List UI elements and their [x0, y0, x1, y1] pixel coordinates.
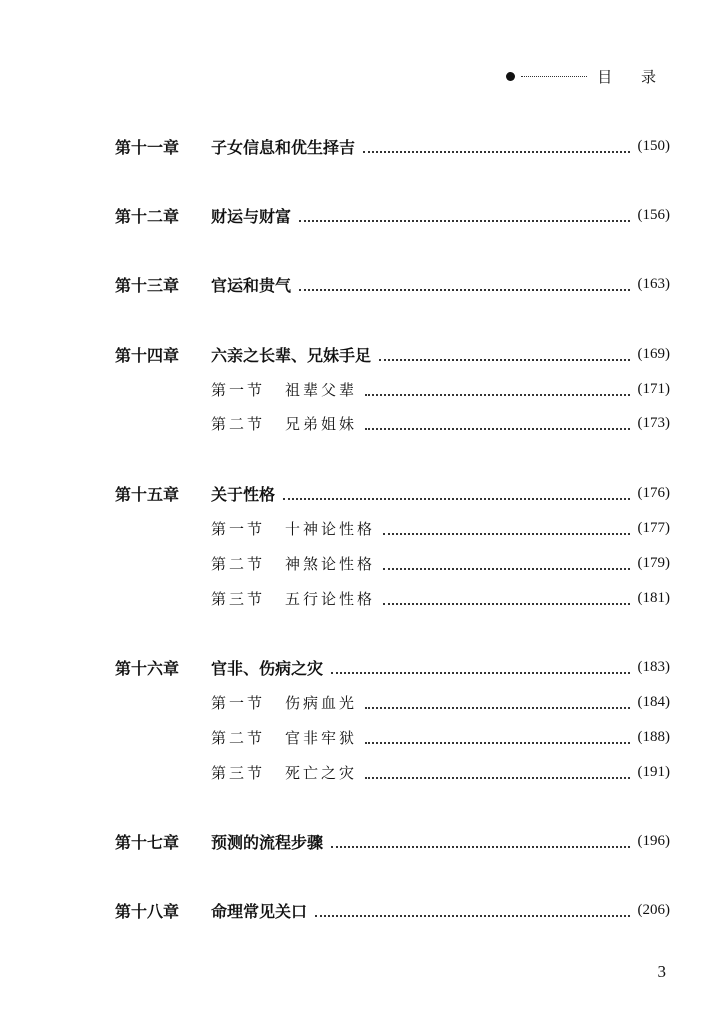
section-title: 神煞论性格 [285, 554, 376, 573]
toc-section-entry[interactable] [115, 586, 670, 610]
toc-chapter-entry[interactable] [115, 481, 670, 505]
chapter-title: 预测的流程步骤 [211, 832, 324, 852]
dot-leader [363, 139, 629, 153]
chapter-title: 子女信息和优生择吉 [211, 137, 356, 157]
toc-page-ref: (183) [637, 658, 670, 675]
chapter-number: 第十七章 [115, 832, 180, 852]
dot-leader [331, 834, 629, 848]
chapter-title: 财运与财富 [211, 206, 292, 226]
chapter-number: 第十二章 [115, 206, 180, 226]
toc-page-ref: (177) [637, 519, 670, 536]
chapter-number: 第十四章 [115, 345, 180, 365]
toc-section-entry[interactable] [115, 690, 670, 714]
chapter-title: 命理常见关口 [211, 901, 308, 921]
section-number: 第二节 [211, 554, 266, 573]
chapter-number: 第十一章 [115, 137, 180, 157]
section-title: 祖辈父辈 [285, 380, 358, 399]
chapter-title: 六亲之长辈、兄妹手足 [211, 345, 372, 365]
dot-leader [299, 208, 629, 222]
toc-section-entry[interactable] [115, 377, 670, 401]
running-header [506, 66, 668, 87]
toc-page-ref: (181) [637, 589, 670, 606]
toc-chapter-entry[interactable] [115, 272, 670, 296]
header-bullet-icon [506, 72, 515, 81]
section-number: 第三节 [211, 763, 266, 782]
toc-page-ref: (171) [637, 380, 670, 397]
section-number: 第二节 [211, 728, 266, 747]
dot-leader [383, 556, 629, 570]
section-title: 五行论性格 [285, 589, 376, 608]
section-title: 官非牢狱 [285, 728, 358, 747]
toc-page-ref: (191) [637, 763, 670, 780]
chapter-number: 第十八章 [115, 901, 180, 921]
toc-chapter-entry[interactable] [115, 134, 670, 158]
toc-page-ref: (163) [637, 275, 670, 292]
chapter-title: 关于性格 [211, 484, 276, 504]
dot-leader [379, 347, 629, 361]
section-title: 死亡之灾 [285, 763, 358, 782]
dot-leader [331, 660, 629, 674]
chapter-number: 第十六章 [115, 658, 180, 678]
dot-leader [283, 486, 629, 500]
toc-section-entry[interactable] [115, 760, 670, 784]
toc-section-entry[interactable] [115, 516, 670, 540]
toc-page-ref: (173) [637, 414, 670, 431]
toc-section-entry[interactable] [115, 725, 670, 749]
toc-page-ref: (150) [637, 137, 670, 154]
toc-page-ref: (206) [637, 901, 670, 918]
chapter-number: 第十三章 [115, 275, 180, 295]
section-title: 十神论性格 [285, 519, 376, 538]
header-rule [521, 76, 587, 77]
toc-page-ref: (179) [637, 554, 670, 571]
dot-leader [365, 765, 629, 779]
section-number: 第一节 [211, 519, 266, 538]
dot-leader [365, 382, 629, 396]
section-number: 第三节 [211, 589, 266, 608]
toc-chapter-entry[interactable] [115, 342, 670, 366]
toc-page-ref: (176) [637, 484, 670, 501]
toc-section-entry[interactable] [115, 411, 670, 435]
section-title: 兄弟姐妹 [285, 414, 358, 433]
section-number: 第一节 [211, 693, 266, 712]
dot-leader [365, 416, 629, 430]
section-number: 第一节 [211, 380, 266, 399]
dot-leader [383, 521, 629, 535]
chapter-title: 官运和贵气 [211, 275, 292, 295]
chapter-title: 官非、伤病之灾 [211, 658, 324, 678]
dot-leader [383, 591, 629, 605]
dot-leader [365, 695, 629, 709]
section-title: 伤病血光 [285, 693, 358, 712]
toc-page-ref: (184) [637, 693, 670, 710]
header-title: 目 录 [597, 68, 668, 86]
toc-page-ref: (188) [637, 728, 670, 745]
toc-chapter-entry[interactable] [115, 655, 670, 679]
toc-chapter-entry[interactable] [115, 829, 670, 853]
toc-page-ref: (196) [637, 832, 670, 849]
dot-leader [299, 277, 629, 291]
toc-page-ref: (156) [637, 206, 670, 223]
toc-chapter-entry[interactable] [115, 898, 670, 922]
section-number: 第二节 [211, 414, 266, 433]
dot-leader [315, 903, 629, 917]
folio-page-number: 3 [657, 962, 666, 981]
toc-page-ref: (169) [637, 345, 670, 362]
toc-chapter-entry[interactable] [115, 203, 670, 227]
dot-leader [365, 730, 629, 744]
toc-section-entry[interactable] [115, 551, 670, 575]
chapter-number: 第十五章 [115, 484, 180, 504]
